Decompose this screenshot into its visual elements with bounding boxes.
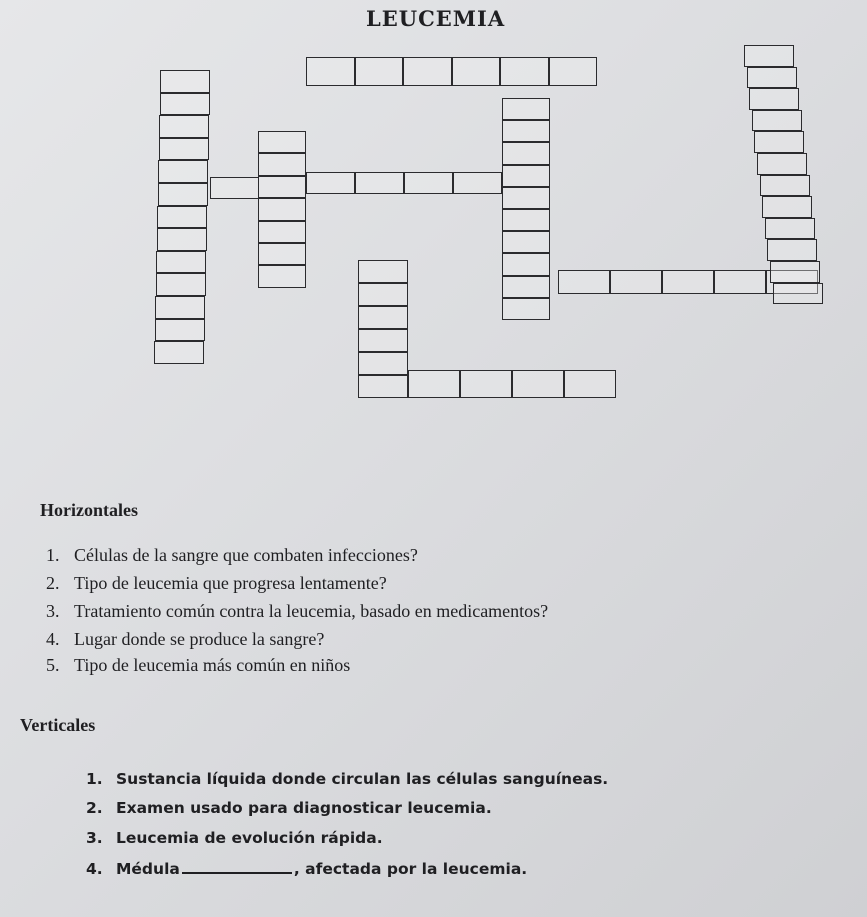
crossword-cell[interactable] xyxy=(747,67,797,89)
clue-text: Tipo de leucemia que progresa lentamente? xyxy=(74,573,387,593)
crossword-cell[interactable] xyxy=(752,110,802,132)
crossword-cell[interactable] xyxy=(160,93,210,116)
crossword-cell[interactable] xyxy=(355,172,404,194)
crossword-cell[interactable] xyxy=(502,276,550,298)
crossword-cell[interactable] xyxy=(157,206,207,229)
crossword-cell[interactable] xyxy=(453,172,502,194)
horizontal-clue-4 xyxy=(46,629,324,650)
crossword-cell[interactable] xyxy=(500,57,549,86)
horizontal-clue-3 xyxy=(46,601,548,622)
crossword-cell[interactable] xyxy=(156,251,206,274)
crossword-cell[interactable] xyxy=(502,165,550,187)
crossword-cell[interactable] xyxy=(158,183,208,206)
crossword-cell[interactable] xyxy=(502,209,550,231)
vertical-clue-4 xyxy=(86,860,527,878)
crossword-cell[interactable] xyxy=(154,341,204,364)
crossword-cell[interactable] xyxy=(502,253,550,275)
clue-text: Sustancia líquida donde circulan las células sanguíneas. xyxy=(116,770,609,788)
crossword-cell[interactable] xyxy=(258,221,306,243)
crossword-cell[interactable] xyxy=(408,370,460,398)
crossword-cell[interactable] xyxy=(773,283,823,305)
horizontal-clue-2 xyxy=(46,573,387,594)
crossword-cell[interactable] xyxy=(610,270,662,294)
crossword-cell[interactable] xyxy=(714,270,766,294)
crossword-cell[interactable] xyxy=(210,177,259,199)
vertical-clue-1 xyxy=(86,770,608,788)
crossword-cell[interactable] xyxy=(502,298,550,320)
vertical-clue-2 xyxy=(86,799,492,817)
clue-number: 4. xyxy=(86,860,103,878)
crossword-cell[interactable] xyxy=(757,153,807,175)
crossword-cell[interactable] xyxy=(358,352,408,375)
crossword-cell[interactable] xyxy=(358,375,408,398)
crossword-cell[interactable] xyxy=(767,239,817,261)
crossword-cell[interactable] xyxy=(358,260,408,283)
horizontal-clue-5 xyxy=(46,655,350,676)
crossword-cell[interactable] xyxy=(754,131,804,153)
crossword-cell[interactable] xyxy=(502,142,550,164)
crossword-cell[interactable] xyxy=(502,120,550,142)
page-title: LEUCEMIA xyxy=(366,6,506,31)
crossword-cell[interactable] xyxy=(744,45,794,67)
crossword-cell[interactable] xyxy=(358,283,408,306)
vertical-clue-3 xyxy=(86,829,383,847)
crossword-cell[interactable] xyxy=(157,228,207,251)
crossword-cell[interactable] xyxy=(502,98,550,120)
crossword-cell[interactable] xyxy=(403,57,452,86)
crossword-cell[interactable] xyxy=(258,265,306,287)
crossword-cell[interactable] xyxy=(258,131,306,153)
horizontal-clue-1 xyxy=(46,545,418,566)
clue-number: 2. xyxy=(46,573,60,593)
crossword-cell[interactable] xyxy=(760,175,810,197)
clue-text: Tipo de leucemia más común en niños xyxy=(74,655,351,675)
crossword-cell[interactable] xyxy=(160,70,210,93)
crossword-cell[interactable] xyxy=(258,198,306,220)
crossword-cell[interactable] xyxy=(358,306,408,329)
clue-text-before: Médula xyxy=(116,860,180,878)
clue-text: Lugar donde se produce la sangre? xyxy=(74,629,325,649)
clue-number: 1. xyxy=(86,770,103,788)
crossword-cell[interactable] xyxy=(355,57,404,86)
crossword-cell[interactable] xyxy=(662,270,714,294)
crossword-cell[interactable] xyxy=(159,138,209,161)
clue-text: Células de la sangre que combaten infecciones? xyxy=(74,545,418,565)
crossword-cell[interactable] xyxy=(156,273,206,296)
crossword-cell[interactable] xyxy=(502,187,550,209)
clue-number: 3. xyxy=(86,829,103,847)
clue-number: 5. xyxy=(46,655,60,675)
crossword-cell[interactable] xyxy=(358,329,408,352)
crossword-cell[interactable] xyxy=(502,231,550,253)
clue-number: 4. xyxy=(46,629,60,649)
crossword-cell[interactable] xyxy=(306,172,355,194)
clue-number: 1. xyxy=(46,545,60,565)
horizontal-heading: Horizontales xyxy=(40,500,138,520)
crossword-cell[interactable] xyxy=(258,243,306,265)
crossword-cell[interactable] xyxy=(155,296,205,319)
crossword-cell[interactable] xyxy=(749,88,799,110)
crossword-cell[interactable] xyxy=(155,319,205,342)
crossword-cell[interactable] xyxy=(770,261,820,283)
clue-text: Leucemia de evolución rápida. xyxy=(116,829,383,847)
crossword-cell[interactable] xyxy=(512,370,564,398)
clue-text-after: , afectada por la leucemia. xyxy=(293,860,528,878)
clue-text: Tratamiento común contra la leucemia, basado en medicamentos? xyxy=(74,601,549,621)
crossword-cell[interactable] xyxy=(159,115,209,138)
crossword-cell[interactable] xyxy=(558,270,610,294)
crossword-cell[interactable] xyxy=(765,218,815,240)
crossword-cell[interactable] xyxy=(158,160,208,183)
crossword-cell[interactable] xyxy=(564,370,616,398)
crossword-cell[interactable] xyxy=(452,57,501,86)
clue-number: 3. xyxy=(46,601,60,621)
clue-number: 2. xyxy=(86,799,103,817)
crossword-cell[interactable] xyxy=(404,172,453,194)
crossword-cell[interactable] xyxy=(258,176,306,198)
crossword-cell[interactable] xyxy=(306,57,355,86)
crossword-cell[interactable] xyxy=(762,196,812,218)
crossword-cell[interactable] xyxy=(460,370,512,398)
vertical-heading: Verticales xyxy=(20,715,96,735)
crossword-cell[interactable] xyxy=(258,153,306,175)
clue-text: Examen usado para diagnosticar leucemia. xyxy=(116,799,492,817)
answer-blank[interactable] xyxy=(182,871,292,874)
crossword-cell[interactable] xyxy=(549,57,598,86)
